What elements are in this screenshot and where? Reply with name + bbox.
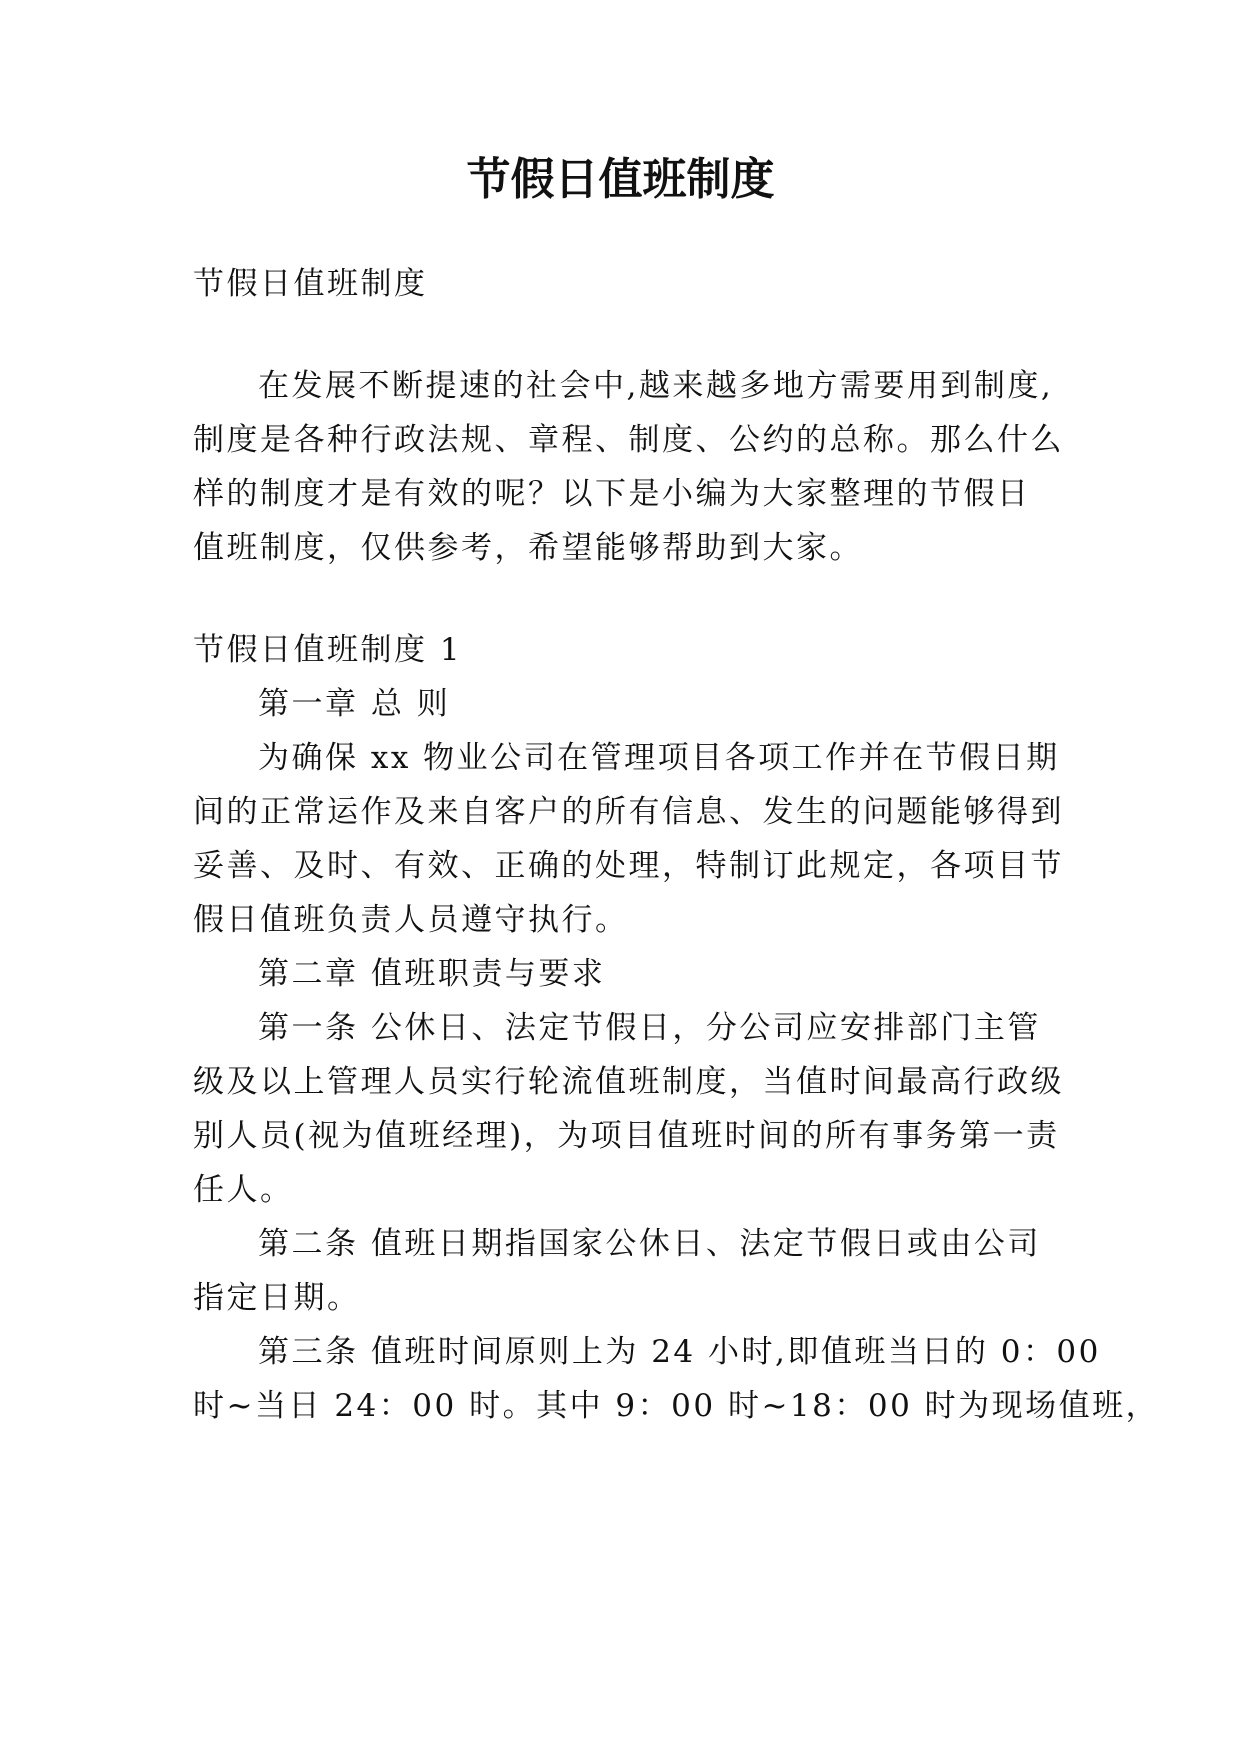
article-line: 级及以上管理人员实行轮流值班制度，当值时间最高行政级 [193,1064,1064,1100]
article-line: 任人。 [193,1172,294,1208]
chapter-heading: 第二章 值班职责与要求 [258,956,606,992]
chapter1-line: 假日值班负责人员遵守执行。 [193,902,629,938]
article-line: 别人员(视为值班经理)，为项目值班时间的所有事务第一责 [193,1118,1060,1154]
intro-line: 制度是各种行政法规、章程、制度、公约的总称。那么什么 [193,422,1064,458]
document-title: 节假日值班制度 [466,154,775,205]
intro-line: 在发展不断提速的社会中,越来越多地方需要用到制度, [258,368,1054,404]
chapter-heading: 第一章 总 则 [258,686,451,722]
chapter1-line: 妥善、及时、有效、正确的处理，特制订此规定，各项目节 [193,848,1064,884]
article-line: 时~当日 24：00 时。其中 9：00 时~18：00 时为现场值班， [193,1388,1160,1424]
article-line: 第一条 公休日、法定节假日，分公司应安排部门主管 [258,1010,1041,1046]
intro-line: 值班制度，仅供参考，希望能够帮助到大家。 [193,530,863,566]
intro-line: 样的制度才是有效的呢？以下是小编为大家整理的节假日 [193,476,1031,512]
article-line: 指定日期。 [193,1280,361,1316]
section-heading: 节假日值班制度 1 [193,632,463,668]
article-line: 第二条 值班日期指国家公休日、法定节假日或由公司 [258,1226,1041,1262]
document-subtitle: 节假日值班制度 [193,266,428,302]
chapter1-line: 间的正常运作及来自客户的所有信息、发生的问题能够得到 [193,794,1064,830]
chapter1-line: 为确保 xx 物业公司在管理项目各项工作并在节假日期 [258,740,1060,776]
article-line: 第三条 值班时间原则上为 24 小时,即值班当日的 0：00 [258,1334,1101,1370]
